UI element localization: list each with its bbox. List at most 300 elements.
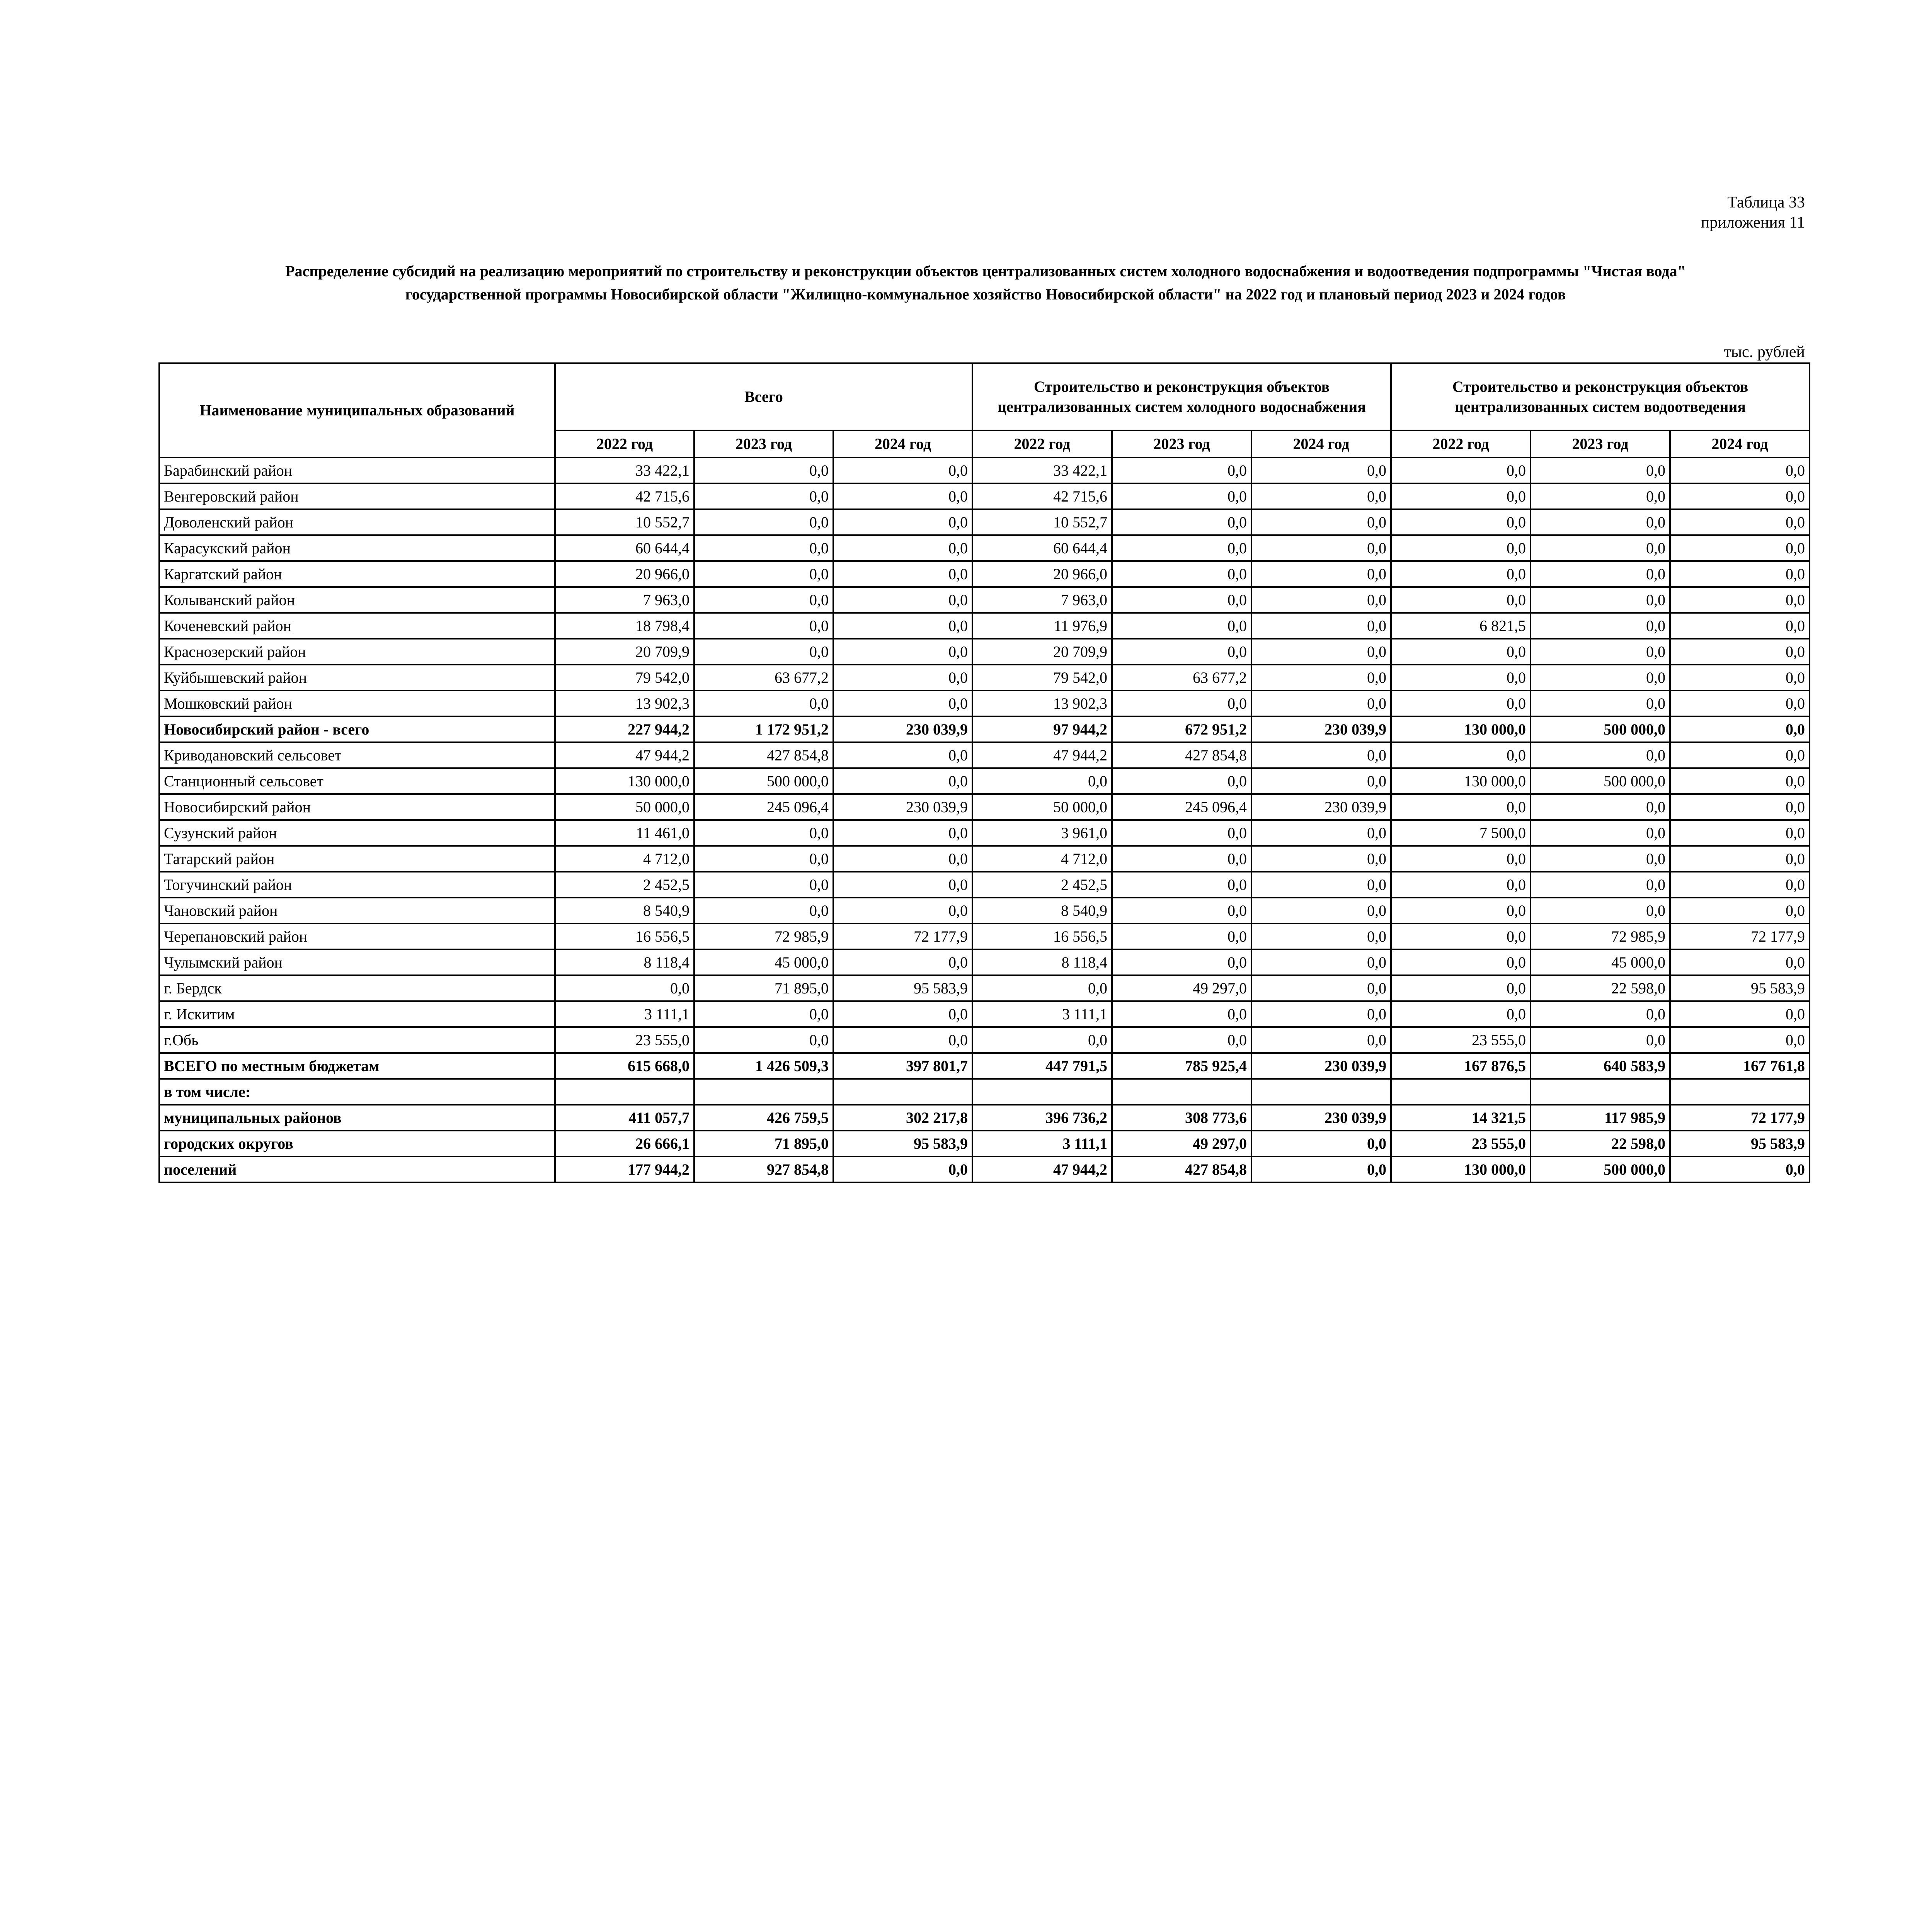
value-cell: 0,0: [833, 561, 972, 587]
value-cell: 18 798,4: [555, 613, 694, 639]
units-label: тыс. рублей: [1724, 343, 1805, 361]
value-cell: 230 039,9: [1251, 1105, 1391, 1131]
value-cell: 0,0: [1391, 587, 1531, 613]
table-row: [159, 794, 1810, 820]
value-cell: 0,0: [1112, 561, 1251, 587]
value-cell: [555, 1079, 694, 1105]
value-cell: 0,0: [1670, 535, 1810, 561]
municipality-name: Колыванский район: [159, 587, 555, 613]
value-cell: 0,0: [1112, 768, 1251, 794]
value-cell: 1 426 509,3: [694, 1053, 833, 1079]
municipality-name: Тогучинский район: [159, 872, 555, 898]
municipality-name: Карасукский район: [159, 535, 555, 561]
value-cell: 0,0: [1670, 690, 1810, 716]
value-cell: 2 452,5: [555, 872, 694, 898]
value-cell: 0,0: [694, 483, 833, 509]
value-cell: 0,0: [833, 690, 972, 716]
value-cell: 0,0: [1531, 613, 1670, 639]
value-cell: 16 556,5: [972, 923, 1112, 949]
value-cell: 8 118,4: [555, 949, 694, 975]
value-cell: 0,0: [1251, 1027, 1391, 1053]
value-cell: 71 895,0: [694, 1131, 833, 1156]
value-cell: 0,0: [1112, 483, 1251, 509]
value-cell: 4 712,0: [972, 846, 1112, 872]
value-cell: 500 000,0: [1531, 768, 1670, 794]
value-cell: 0,0: [694, 690, 833, 716]
value-cell: 0,0: [833, 820, 972, 846]
municipality-name: Черепановский район: [159, 923, 555, 949]
value-cell: 0,0: [1251, 820, 1391, 846]
value-cell: 20 709,9: [555, 639, 694, 665]
value-cell: 0,0: [694, 898, 833, 923]
table-row: [159, 716, 1810, 742]
municipality-name: муниципальных районов: [159, 1105, 555, 1131]
value-cell: 63 677,2: [1112, 665, 1251, 690]
value-cell: [1531, 1079, 1670, 1105]
value-cell: 0,0: [1112, 509, 1251, 535]
value-cell: 0,0: [1251, 898, 1391, 923]
header-year: 2023 год: [1112, 430, 1251, 457]
value-cell: 0,0: [1251, 742, 1391, 768]
value-cell: 0,0: [694, 1001, 833, 1027]
value-cell: 0,0: [1670, 561, 1810, 587]
value-cell: 0,0: [1112, 457, 1251, 483]
table-row: [159, 1105, 1810, 1131]
value-cell: 0,0: [1531, 639, 1670, 665]
value-cell: 95 583,9: [833, 1131, 972, 1156]
value-cell: 0,0: [1670, 820, 1810, 846]
municipality-name: Криводановский сельсовет: [159, 742, 555, 768]
value-cell: 0,0: [1531, 665, 1670, 690]
value-cell: 0,0: [1112, 846, 1251, 872]
value-cell: 72 177,9: [833, 923, 972, 949]
value-cell: 72 177,9: [1670, 923, 1810, 949]
value-cell: 0,0: [1391, 457, 1531, 483]
value-cell: 33 422,1: [972, 457, 1112, 483]
value-cell: 0,0: [833, 846, 972, 872]
value-cell: 0,0: [833, 457, 972, 483]
municipality-name: Чановский район: [159, 898, 555, 923]
appendix-reference: приложения 11: [1701, 214, 1805, 231]
value-cell: 0,0: [1531, 587, 1670, 613]
value-cell: 49 297,0: [1112, 975, 1251, 1001]
header-year: 2024 год: [833, 430, 972, 457]
municipality-name: Венгеровский район: [159, 483, 555, 509]
value-cell: 0,0: [1251, 587, 1391, 613]
value-cell: 0,0: [1251, 846, 1391, 872]
value-cell: 302 217,8: [833, 1105, 972, 1131]
value-cell: 60 644,4: [972, 535, 1112, 561]
value-cell: 63 677,2: [694, 665, 833, 690]
value-cell: 0,0: [972, 975, 1112, 1001]
value-cell: 0,0: [1670, 1027, 1810, 1053]
value-cell: 0,0: [1670, 509, 1810, 535]
municipality-name: Мошковский район: [159, 690, 555, 716]
value-cell: 13 902,3: [972, 690, 1112, 716]
value-cell: 0,0: [1112, 923, 1251, 949]
municipality-name: Краснозерский район: [159, 639, 555, 665]
table-caption: [1701, 192, 1805, 233]
value-cell: 13 902,3: [555, 690, 694, 716]
value-cell: [833, 1079, 972, 1105]
value-cell: 130 000,0: [1391, 716, 1531, 742]
value-cell: 0,0: [1670, 716, 1810, 742]
value-cell: 20 966,0: [555, 561, 694, 587]
municipality-name: Каргатский район: [159, 561, 555, 587]
value-cell: 0,0: [1391, 949, 1531, 975]
value-cell: 0,0: [1391, 561, 1531, 587]
value-cell: 0,0: [1531, 561, 1670, 587]
header-group-sewerage: Строительство и реконструкция объектов централизованных систем водоотведения: [1391, 363, 1810, 430]
value-cell: 0,0: [972, 1027, 1112, 1053]
value-cell: 230 039,9: [1251, 1053, 1391, 1079]
value-cell: 79 542,0: [972, 665, 1112, 690]
value-cell: 42 715,6: [555, 483, 694, 509]
value-cell: 47 944,2: [555, 742, 694, 768]
table-row: [159, 457, 1810, 483]
value-cell: 0,0: [1251, 690, 1391, 716]
value-cell: 0,0: [1112, 639, 1251, 665]
value-cell: 0,0: [1251, 509, 1391, 535]
value-cell: 0,0: [833, 1001, 972, 1027]
value-cell: 0,0: [1531, 690, 1670, 716]
value-cell: 0,0: [1670, 742, 1810, 768]
value-cell: 0,0: [1670, 1156, 1810, 1182]
value-cell: 0,0: [1670, 587, 1810, 613]
value-cell: 23 555,0: [1391, 1131, 1531, 1156]
municipality-name: г.Обь: [159, 1027, 555, 1053]
value-cell: 0,0: [1531, 457, 1670, 483]
value-cell: 0,0: [833, 1156, 972, 1182]
value-cell: 7 963,0: [972, 587, 1112, 613]
value-cell: 0,0: [1112, 949, 1251, 975]
header-group-water-supply: Строительство и реконструкция объектов централизованных систем холодного водоснабжения: [972, 363, 1391, 430]
value-cell: 0,0: [1251, 1131, 1391, 1156]
municipality-name: Доволенский район: [159, 509, 555, 535]
municipality-name: Барабинский район: [159, 457, 555, 483]
value-cell: 397 801,7: [833, 1053, 972, 1079]
municipality-name: Новосибирский район - всего: [159, 716, 555, 742]
value-cell: 0,0: [1531, 872, 1670, 898]
municipality-name: Коченевский район: [159, 613, 555, 639]
value-cell: 0,0: [1112, 872, 1251, 898]
value-cell: 0,0: [1670, 846, 1810, 872]
table-row: [159, 898, 1810, 923]
value-cell: 672 951,2: [1112, 716, 1251, 742]
value-cell: 0,0: [1391, 742, 1531, 768]
value-cell: 0,0: [694, 587, 833, 613]
value-cell: 0,0: [1531, 1027, 1670, 1053]
value-cell: 8 118,4: [972, 949, 1112, 975]
table-row: [159, 1156, 1810, 1182]
value-cell: 0,0: [694, 820, 833, 846]
municipality-name: Новосибирский район: [159, 794, 555, 820]
value-cell: 8 540,9: [972, 898, 1112, 923]
value-cell: 7 500,0: [1391, 820, 1531, 846]
value-cell: 26 666,1: [555, 1131, 694, 1156]
value-cell: 0,0: [1391, 1001, 1531, 1027]
value-cell: 0,0: [833, 768, 972, 794]
value-cell: 0,0: [1670, 794, 1810, 820]
value-cell: 0,0: [1251, 535, 1391, 561]
value-cell: 10 552,7: [555, 509, 694, 535]
municipality-name: в том числе:: [159, 1079, 555, 1105]
value-cell: 0,0: [694, 846, 833, 872]
value-cell: 0,0: [1251, 613, 1391, 639]
value-cell: [694, 1079, 833, 1105]
table-row: [159, 846, 1810, 872]
value-cell: 95 583,9: [1670, 1131, 1810, 1156]
value-cell: 0,0: [1251, 561, 1391, 587]
header-year: 2024 год: [1251, 430, 1391, 457]
table-row: [159, 923, 1810, 949]
value-cell: 0,0: [1391, 639, 1531, 665]
value-cell: 245 096,4: [694, 794, 833, 820]
municipality-name: г. Бердск: [159, 975, 555, 1001]
value-cell: 0,0: [1531, 898, 1670, 923]
value-cell: 0,0: [1391, 872, 1531, 898]
value-cell: 0,0: [833, 898, 972, 923]
value-cell: 14 321,5: [1391, 1105, 1531, 1131]
value-cell: 45 000,0: [694, 949, 833, 975]
value-cell: 2 452,5: [972, 872, 1112, 898]
value-cell: 33 422,1: [555, 457, 694, 483]
header-year: 2022 год: [1391, 430, 1531, 457]
value-cell: 0,0: [1391, 846, 1531, 872]
value-cell: 72 985,9: [694, 923, 833, 949]
value-cell: 95 583,9: [833, 975, 972, 1001]
value-cell: 0,0: [694, 872, 833, 898]
value-cell: 3 111,1: [555, 1001, 694, 1027]
value-cell: 0,0: [694, 561, 833, 587]
value-cell: 0,0: [1531, 1001, 1670, 1027]
value-cell: [972, 1079, 1112, 1105]
value-cell: 0,0: [1251, 639, 1391, 665]
subsidy-table: [158, 362, 1810, 1183]
value-cell: 0,0: [833, 872, 972, 898]
value-cell: 20 966,0: [972, 561, 1112, 587]
value-cell: 3 111,1: [972, 1001, 1112, 1027]
value-cell: 3 961,0: [972, 820, 1112, 846]
value-cell: 0,0: [1670, 898, 1810, 923]
value-cell: 0,0: [833, 639, 972, 665]
value-cell: 0,0: [1112, 690, 1251, 716]
value-cell: 227 944,2: [555, 716, 694, 742]
value-cell: 0,0: [1531, 509, 1670, 535]
value-cell: 49 297,0: [1112, 1131, 1251, 1156]
value-cell: [1112, 1079, 1251, 1105]
value-cell: 0,0: [1531, 742, 1670, 768]
value-cell: 0,0: [1670, 665, 1810, 690]
municipality-name: ВСЕГО по местным бюджетам: [159, 1053, 555, 1079]
value-cell: 0,0: [1531, 846, 1670, 872]
value-cell: 500 000,0: [1531, 716, 1670, 742]
table-row: [159, 1079, 1810, 1105]
header-year: 2023 год: [1531, 430, 1670, 457]
value-cell: 0,0: [1391, 535, 1531, 561]
table-row: [159, 1001, 1810, 1027]
header-year: 2022 год: [972, 430, 1112, 457]
value-cell: 0,0: [1251, 923, 1391, 949]
value-cell: 42 715,6: [972, 483, 1112, 509]
municipality-name: поселений: [159, 1156, 555, 1182]
table-row: [159, 587, 1810, 613]
value-cell: 0,0: [694, 457, 833, 483]
value-cell: 0,0: [1112, 587, 1251, 613]
value-cell: 97 944,2: [972, 716, 1112, 742]
value-cell: 23 555,0: [555, 1027, 694, 1053]
value-cell: 0,0: [1670, 872, 1810, 898]
value-cell: 16 556,5: [555, 923, 694, 949]
value-cell: 0,0: [1670, 613, 1810, 639]
value-cell: 245 096,4: [1112, 794, 1251, 820]
value-cell: 0,0: [1531, 794, 1670, 820]
municipality-name: Татарский район: [159, 846, 555, 872]
value-cell: 0,0: [1670, 1001, 1810, 1027]
header-municipality: Наименование муниципальных образований: [159, 363, 555, 457]
value-cell: 427 854,8: [1112, 1156, 1251, 1182]
value-cell: 0,0: [833, 535, 972, 561]
table-number: Таблица 33: [1727, 194, 1805, 211]
value-cell: 10 552,7: [972, 509, 1112, 535]
table-row: [159, 535, 1810, 561]
value-cell: 95 583,9: [1670, 975, 1810, 1001]
value-cell: 45 000,0: [1531, 949, 1670, 975]
table-row: [159, 509, 1810, 535]
value-cell: 0,0: [1112, 898, 1251, 923]
value-cell: 0,0: [1251, 768, 1391, 794]
value-cell: 0,0: [1391, 665, 1531, 690]
value-cell: 1 172 951,2: [694, 716, 833, 742]
value-cell: 167 761,8: [1670, 1053, 1810, 1079]
title-line-1: Распределение субсидий на реализацию мероприятий по строительству и реконструкции объектов централизованных систем холодного водоснабжения и водоотведения подпрограммы "Чистая вода": [285, 262, 1686, 280]
value-cell: [1670, 1079, 1810, 1105]
value-cell: 615 668,0: [555, 1053, 694, 1079]
value-cell: 8 540,9: [555, 898, 694, 923]
municipality-name: г. Искитим: [159, 1001, 555, 1027]
value-cell: 3 111,1: [972, 1131, 1112, 1156]
table-row: [159, 975, 1810, 1001]
value-cell: 7 963,0: [555, 587, 694, 613]
value-cell: 0,0: [1251, 872, 1391, 898]
table-row: [159, 483, 1810, 509]
value-cell: 177 944,2: [555, 1156, 694, 1182]
value-cell: 130 000,0: [555, 768, 694, 794]
value-cell: 11 461,0: [555, 820, 694, 846]
value-cell: 23 555,0: [1391, 1027, 1531, 1053]
value-cell: 230 039,9: [1251, 716, 1391, 742]
table-row: [159, 639, 1810, 665]
value-cell: 230 039,9: [833, 794, 972, 820]
value-cell: 0,0: [833, 613, 972, 639]
value-cell: 130 000,0: [1391, 768, 1531, 794]
header-group-total: Всего: [555, 363, 972, 430]
value-cell: 0,0: [1670, 768, 1810, 794]
value-cell: 230 039,9: [1251, 794, 1391, 820]
table-row: [159, 561, 1810, 587]
value-cell: 0,0: [1531, 483, 1670, 509]
value-cell: 396 736,2: [972, 1105, 1112, 1131]
value-cell: 0,0: [1112, 1027, 1251, 1053]
value-cell: [1251, 1079, 1391, 1105]
value-cell: 20 709,9: [972, 639, 1112, 665]
value-cell: 0,0: [833, 1027, 972, 1053]
municipality-name: Сузунский район: [159, 820, 555, 846]
value-cell: 22 598,0: [1531, 975, 1670, 1001]
value-cell: 427 854,8: [1112, 742, 1251, 768]
value-cell: 0,0: [1391, 975, 1531, 1001]
value-cell: 0,0: [1531, 535, 1670, 561]
value-cell: 500 000,0: [1531, 1156, 1670, 1182]
value-cell: 927 854,8: [694, 1156, 833, 1182]
value-cell: 0,0: [1112, 820, 1251, 846]
value-cell: 0,0: [1391, 509, 1531, 535]
value-cell: 0,0: [1670, 949, 1810, 975]
title-line-2: государственной программы Новосибирской области "Жилищно-коммунальное хозяйство Новосибирской области" на 2022 год и плановый период 2023 и 2024 годов: [405, 286, 1566, 303]
table-row: [159, 665, 1810, 690]
value-cell: 0,0: [1251, 665, 1391, 690]
value-cell: 0,0: [1251, 457, 1391, 483]
value-cell: 0,0: [1670, 457, 1810, 483]
value-cell: 0,0: [1112, 535, 1251, 561]
value-cell: 0,0: [833, 742, 972, 768]
value-cell: 308 773,6: [1112, 1105, 1251, 1131]
value-cell: 117 985,9: [1531, 1105, 1670, 1131]
table-body: [159, 457, 1810, 1182]
value-cell: 426 759,5: [694, 1105, 833, 1131]
value-cell: 0,0: [833, 949, 972, 975]
value-cell: 0,0: [1391, 898, 1531, 923]
value-cell: 785 925,4: [1112, 1053, 1251, 1079]
document-title: [158, 260, 1813, 306]
value-cell: 0,0: [1251, 1156, 1391, 1182]
value-cell: 50 000,0: [972, 794, 1112, 820]
municipality-name: Чулымский район: [159, 949, 555, 975]
value-cell: 0,0: [1251, 1001, 1391, 1027]
value-cell: 0,0: [694, 1027, 833, 1053]
table-row: [159, 1053, 1810, 1079]
table-row: [159, 872, 1810, 898]
table-row: [159, 613, 1810, 639]
value-cell: 427 854,8: [694, 742, 833, 768]
municipality-name: Куйбышевский район: [159, 665, 555, 690]
value-cell: 0,0: [1391, 690, 1531, 716]
value-cell: 0,0: [1391, 483, 1531, 509]
value-cell: 130 000,0: [1391, 1156, 1531, 1182]
value-cell: 640 583,9: [1531, 1053, 1670, 1079]
value-cell: 72 985,9: [1531, 923, 1670, 949]
table-row: [159, 690, 1810, 716]
value-cell: 411 057,7: [555, 1105, 694, 1131]
municipality-name: Станционный сельсовет: [159, 768, 555, 794]
value-cell: 500 000,0: [694, 768, 833, 794]
value-cell: 0,0: [833, 509, 972, 535]
value-cell: 0,0: [972, 768, 1112, 794]
value-cell: 0,0: [1391, 794, 1531, 820]
value-cell: 79 542,0: [555, 665, 694, 690]
municipality-name: городских округов: [159, 1131, 555, 1156]
value-cell: 0,0: [694, 509, 833, 535]
value-cell: 6 821,5: [1391, 613, 1531, 639]
value-cell: 50 000,0: [555, 794, 694, 820]
value-cell: 60 644,4: [555, 535, 694, 561]
value-cell: 0,0: [1391, 923, 1531, 949]
value-cell: 0,0: [1251, 975, 1391, 1001]
value-cell: 0,0: [833, 483, 972, 509]
value-cell: 167 876,5: [1391, 1053, 1531, 1079]
value-cell: 0,0: [1112, 1001, 1251, 1027]
value-cell: 0,0: [555, 975, 694, 1001]
